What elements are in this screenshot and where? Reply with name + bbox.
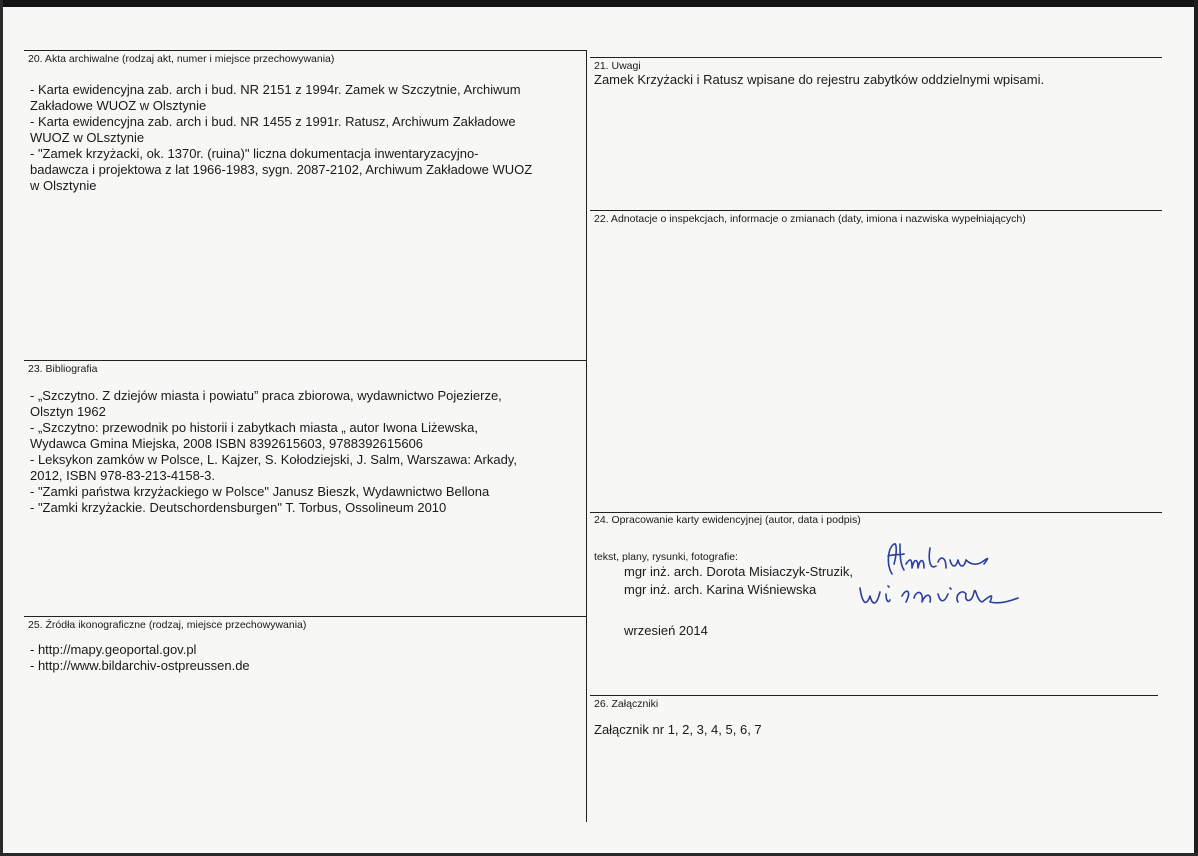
section-23-label: 23. Bibliografia — [28, 363, 98, 375]
section-26-text: Załącznik nr 1, 2, 3, 4, 5, 6, 7 — [594, 722, 762, 737]
text-line: badawcza i projektowa z lat 1966-1983, sygn. 2087-2102, Archiwum Zakładowe WUOZ — [30, 162, 533, 177]
section-22-label: 22. Adnotacje o inspekcjach, informacje o zmianach (daty, imiona i nazwiska wypełniających) — [594, 213, 1026, 225]
text-line: WUOZ w OLsztynie — [30, 130, 145, 145]
signature-2-icon — [854, 580, 1024, 614]
section-24-roles: tekst, plany, rysunki, fotografie: — [594, 551, 738, 563]
section-21-text: Zamek Krzyżacki i Ratusz wpisane do rejestru zabytków oddzielnymi wpisami. — [594, 72, 1045, 87]
text-line: - Leksykon zamków w Polsce, L. Kajzer, S. Kołodziejski, J. Salm, Warszawa: Arkady, — [30, 452, 517, 467]
text-line: - „Szczytno. Z dziejów miasta i powiatu” praca zbiorowa, wydawnictwo Pojezierze, — [30, 388, 502, 403]
divider-vertical-center — [586, 50, 587, 822]
text-line: - Karta ewidencyjna zab. arch i bud. NR 1455 z 1991r. Ratusz, Archiwum Zakładowe — [30, 114, 516, 129]
section-25-content — [30, 642, 250, 674]
text-line: w Olsztynie — [30, 178, 97, 193]
divider-s22 — [590, 210, 1162, 211]
scan-edge-top — [0, 0, 1198, 7]
text-line: Zakładowe WUOZ w Olsztynie — [30, 98, 207, 113]
divider-s23 — [24, 360, 586, 361]
section-25-label: 25. Źródła ikonograficzne (rodzaj, miejsce przechowywania) — [28, 619, 307, 631]
author-2: mgr inż. arch. Karina Wiśniewska — [624, 582, 817, 597]
section-21-label: 21. Uwagi — [594, 60, 641, 72]
section-20-label: 20. Akta archiwalne (rodzaj akt, numer i miejsce przechowywania) — [28, 53, 335, 65]
text-line: Olsztyn 1962 — [30, 404, 106, 419]
signature-1-icon — [878, 538, 1008, 578]
text-line: - "Zamki państwa krzyżackiego w Polsce" Janusz Bieszk, Wydawnictwo Bellona — [30, 484, 490, 499]
divider-top-left — [24, 50, 586, 51]
text-line: Wydawca Gmina Miejska, 2008 ISBN 8392615603, 9788392615606 — [30, 436, 424, 451]
link-bildarchiv[interactable]: - http://www.bildarchiv-ostpreussen.de — [30, 658, 250, 673]
scan-edge-right — [1194, 0, 1198, 856]
divider-s24 — [590, 512, 1162, 513]
text-line: - „Szczytno: przewodnik po historii i zabytkach miasta „ autor Iwona Liżewska, — [30, 420, 478, 435]
text-line: - "Zamek krzyżacki, ok. 1370r. (ruina)" liczna dokumentacja inwentaryzacyjno- — [30, 146, 479, 161]
preparation-date: wrzesień 2014 — [624, 623, 708, 638]
divider-s25 — [24, 616, 586, 617]
text-line: 2012, ISBN 978-83-213-4158-3. — [30, 468, 216, 483]
section-24-label: 24. Opracowanie karty ewidencyjnej (autor, data i podpis) — [594, 514, 861, 526]
author-1: mgr inż. arch. Dorota Misiaczyk-Struzik, — [624, 564, 853, 579]
divider-s26 — [590, 695, 1158, 696]
text-line: - "Zamki krzyżackie. Deutschordensburgen" T. Torbus, Ossolineum 2010 — [30, 500, 447, 515]
scan-edge-left — [0, 0, 3, 856]
section-23-content — [30, 388, 517, 516]
section-26-label: 26. Załączniki — [594, 698, 659, 710]
link-geoportal[interactable]: - http://mapy.geoportal.gov.pl — [30, 642, 197, 657]
divider-top-right — [590, 57, 1162, 58]
section-20-content — [30, 82, 532, 194]
text-line: - Karta ewidencyjna zab. arch i bud. NR 2151 z 1994r. Zamek w Szczytnie, Archiwum — [30, 82, 521, 97]
